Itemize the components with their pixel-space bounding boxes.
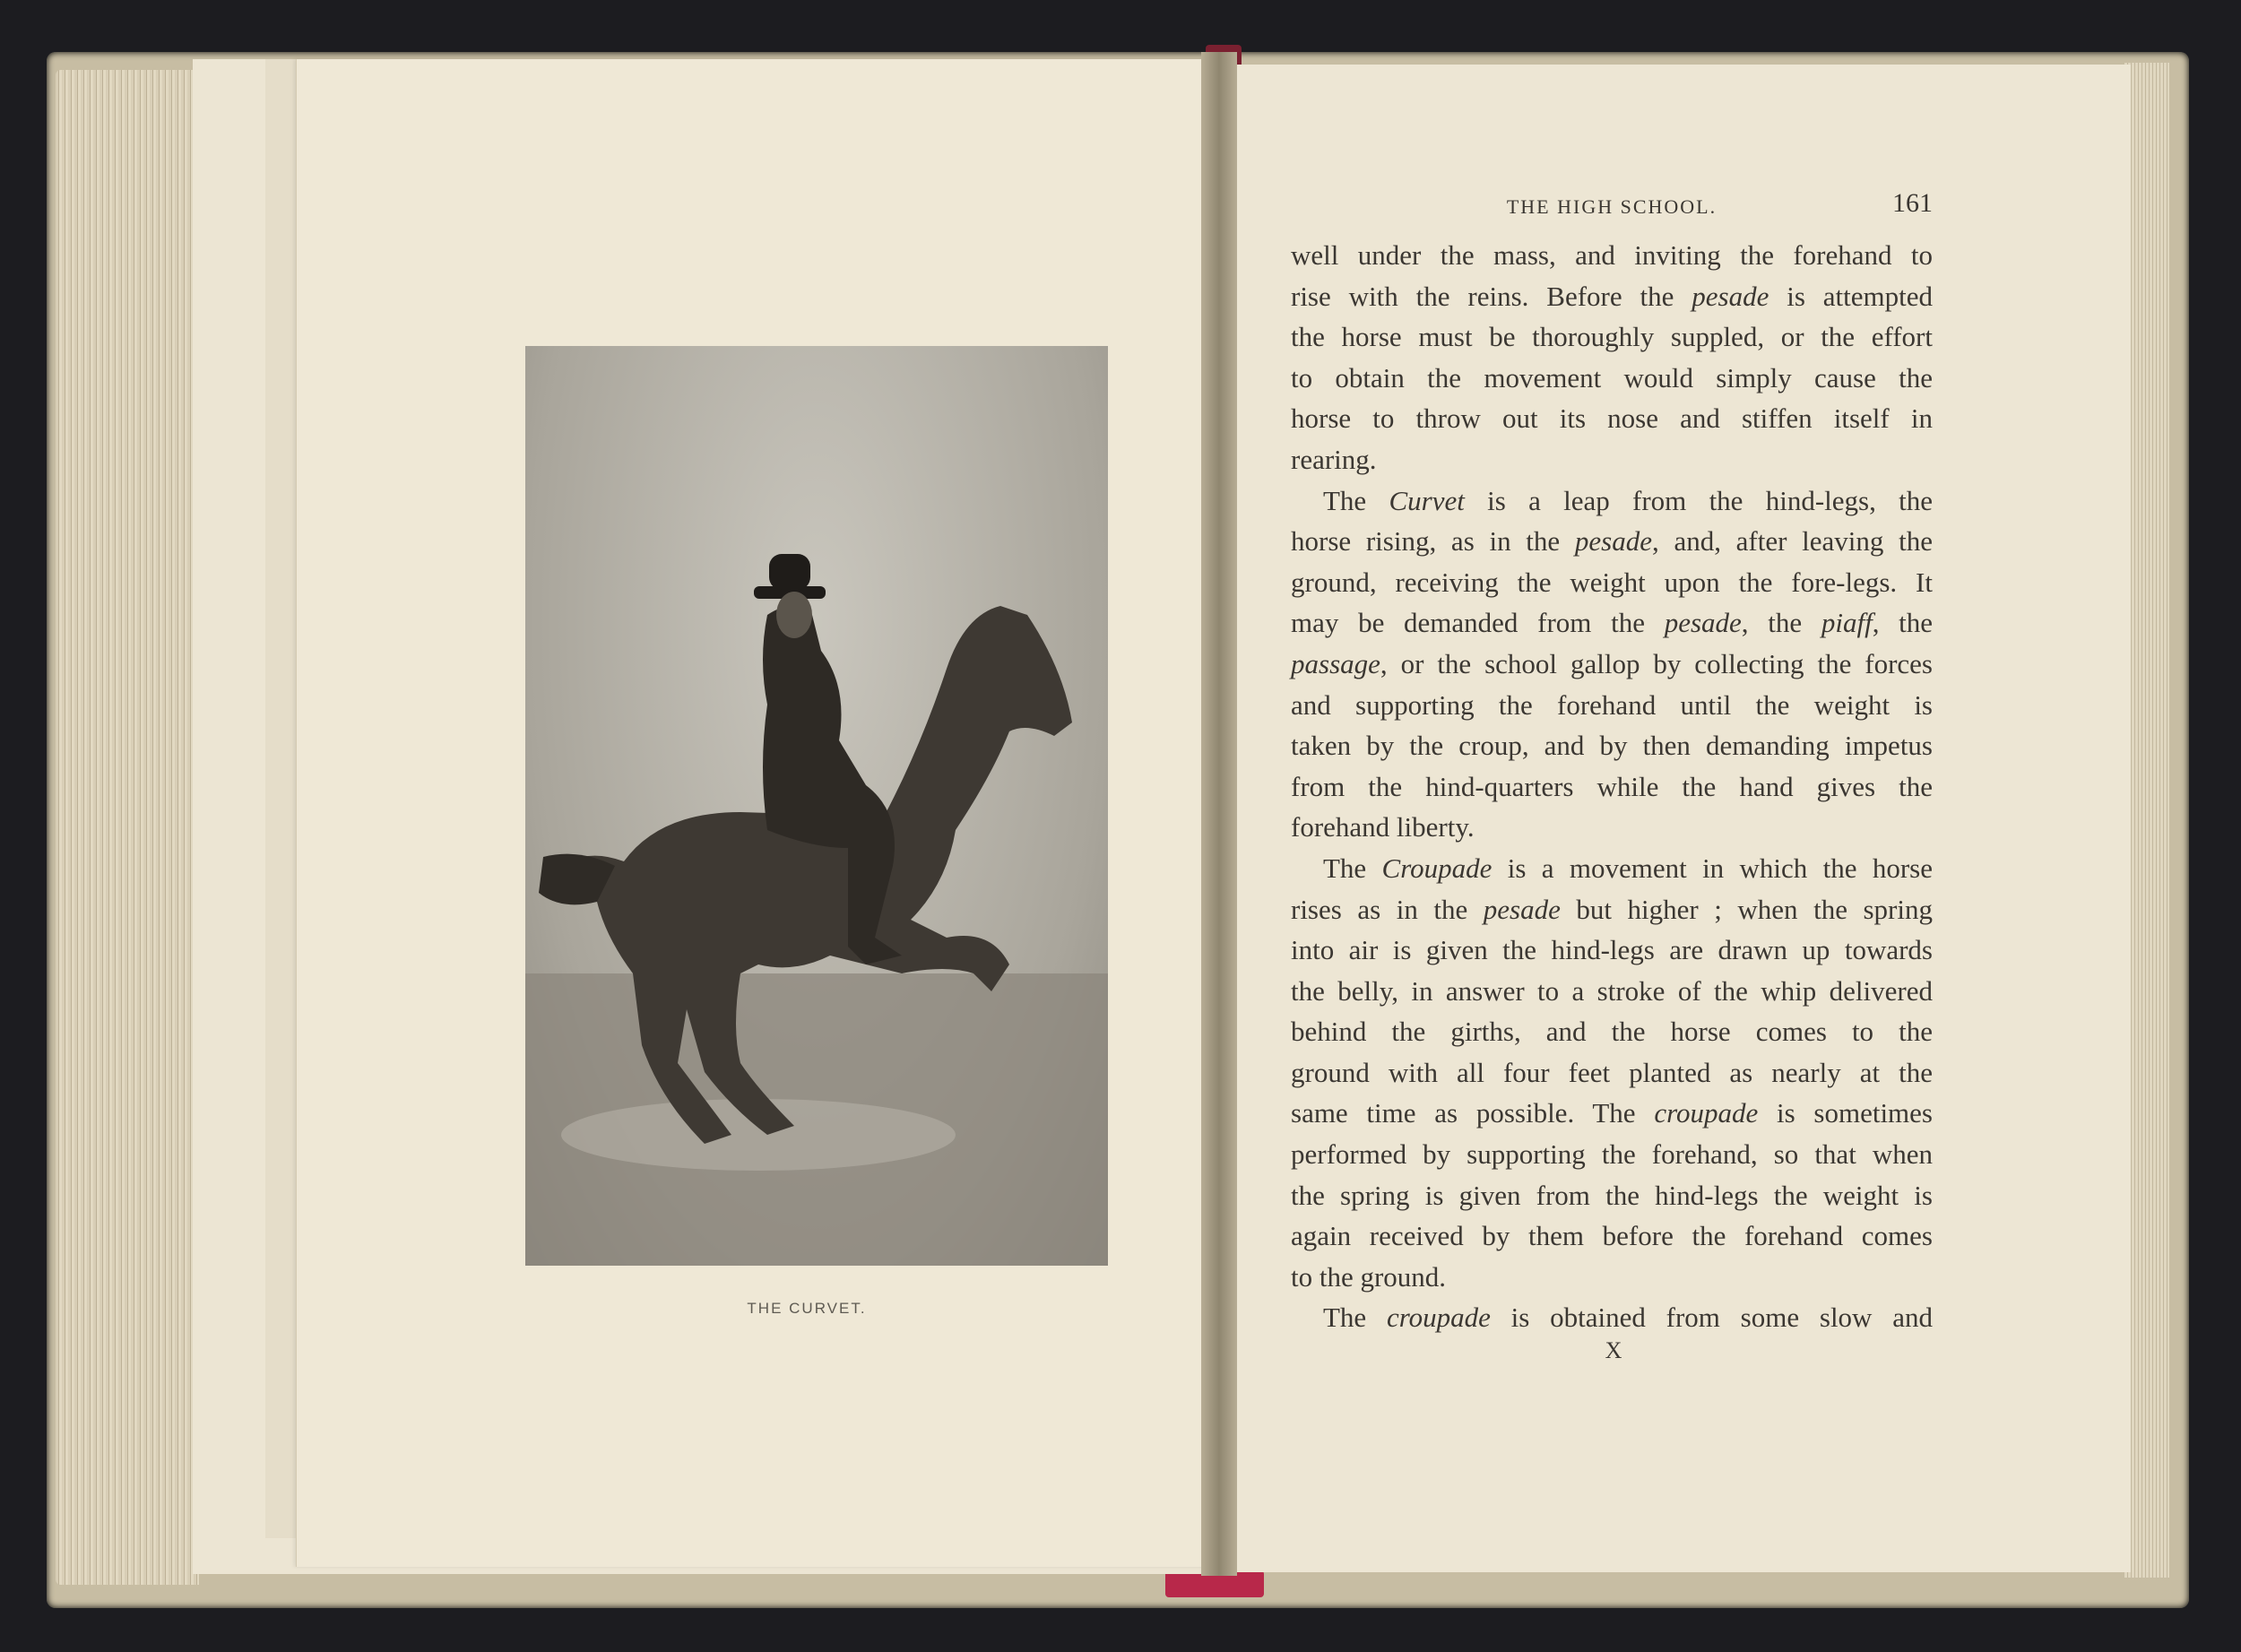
italic-term: croupade	[1386, 1302, 1491, 1334]
italic-term: piaff	[1821, 607, 1873, 639]
text-line	[1291, 644, 1933, 685]
text-line	[1291, 398, 1933, 439]
text-line	[1291, 602, 1933, 644]
text-segment: rise with the reins. Before the	[1291, 280, 1692, 312]
plate-caption: THE CURVET.	[747, 1300, 867, 1317]
text-segment: same time as possible. The	[1291, 1097, 1655, 1129]
text-line	[1291, 521, 1933, 562]
text-segment: and supporting the forehand until the weight is	[1291, 688, 1933, 721]
text-line	[1291, 1093, 1933, 1134]
text-line	[1291, 766, 1933, 808]
text-line	[1291, 358, 1933, 399]
text-segment: well under the mass, and inviting the forehand to	[1291, 239, 1933, 271]
text-segment: The	[1323, 484, 1389, 516]
text-line	[1291, 1052, 1933, 1094]
italic-term: Curvet	[1389, 484, 1465, 516]
signature-mark: X	[1605, 1337, 1622, 1363]
text-line	[1291, 1011, 1933, 1052]
text-segment: ground, receiving the weight upon the fore-legs. It	[1291, 566, 1933, 598]
text-segment: but higher ; when the spring	[1560, 893, 1933, 925]
text-line	[1291, 685, 1933, 726]
text-segment: to obtain the movement would simply cause the	[1291, 361, 1933, 394]
body-text	[1291, 235, 1933, 1338]
text-line	[1291, 807, 1933, 848]
book-gutter	[1201, 52, 1237, 1576]
text-segment: the spring is given from the hind-legs the weight is	[1291, 1179, 1933, 1211]
text-segment: is a movement in which the horse	[1492, 852, 1933, 884]
running-head	[1291, 188, 1933, 228]
italic-term: pesade	[1483, 893, 1561, 925]
text-segment: The	[1323, 852, 1382, 884]
text-line	[1291, 235, 1933, 276]
text-line	[1291, 848, 1933, 889]
text-line	[1291, 725, 1933, 766]
text-line	[1291, 562, 1933, 603]
italic-term: pesade	[1692, 280, 1769, 312]
italic-term: Croupade	[1381, 852, 1493, 884]
text-segment: behind the girths, and the horse comes to the	[1291, 1016, 1933, 1048]
text-line	[1291, 1257, 1933, 1298]
text-line	[1291, 1215, 1933, 1257]
text-segment: rearing.	[1291, 443, 1377, 475]
page-edges-right	[2124, 63, 2169, 1578]
italic-term: croupade	[1654, 1097, 1759, 1129]
italic-term: pesade	[1664, 607, 1742, 639]
text-line	[1291, 276, 1933, 317]
italic-term: pesade	[1574, 525, 1652, 558]
text-segment: rises as in the	[1291, 893, 1484, 925]
text-line	[1291, 439, 1933, 480]
text-segment: , or the school gallop by collecting the forces	[1380, 647, 1933, 679]
text-segment: , the	[1872, 607, 1934, 639]
text-segment: into air is given the hind-legs are drawn up towards	[1291, 934, 1933, 966]
text-segment: again received by them before the forehand comes	[1291, 1220, 1933, 1252]
page-edges-left	[56, 70, 199, 1585]
text-line	[1291, 316, 1933, 358]
text-segment: horse rising, as in the	[1291, 525, 1575, 558]
text-line	[1291, 1297, 1933, 1338]
text-segment: from the hind-quarters while the hand gives the	[1291, 770, 1933, 802]
text-segment: forehand liberty.	[1291, 811, 1475, 843]
text-line	[1291, 889, 1933, 930]
running-head-title: THE HIGH SCHOOL.	[1506, 195, 1718, 218]
text-segment: is attempted	[1769, 280, 1934, 312]
text-segment: the horse must be thoroughly suppled, or the effort	[1291, 321, 1933, 353]
text-segment: is sometimes	[1758, 1097, 1933, 1129]
text-line	[1291, 971, 1933, 1012]
text-segment: horse to throw out its nose and stiffen itself in	[1291, 402, 1933, 435]
text-line	[1291, 480, 1933, 522]
text-segment: is obtained from some slow and	[1490, 1302, 1933, 1334]
text-line	[1291, 1175, 1933, 1216]
text-segment: ground with all four feet planted as nearly at the	[1291, 1056, 1933, 1088]
text-line	[1291, 1134, 1933, 1175]
text-segment: , the	[1741, 607, 1821, 639]
plate-photograph-horse-and-rider	[525, 346, 1108, 1266]
text-line	[1291, 930, 1933, 971]
text-segment: to the ground.	[1291, 1260, 1447, 1293]
italic-term: passage	[1291, 647, 1380, 679]
text-segment: , and, after leaving the	[1651, 525, 1933, 558]
page-number: 161	[1892, 188, 1933, 218]
text-segment: the belly, in answer to a stroke of the whip delivered	[1291, 974, 1933, 1007]
text-segment: performed by supporting the forehand, so that when	[1291, 1138, 1933, 1171]
text-segment: may be demanded from the	[1291, 607, 1665, 639]
text-segment: is a leap from the hind-legs, the	[1464, 484, 1933, 516]
text-segment: taken by the croup, and by then demanding impetus	[1291, 730, 1933, 762]
text-segment: The	[1323, 1302, 1387, 1334]
